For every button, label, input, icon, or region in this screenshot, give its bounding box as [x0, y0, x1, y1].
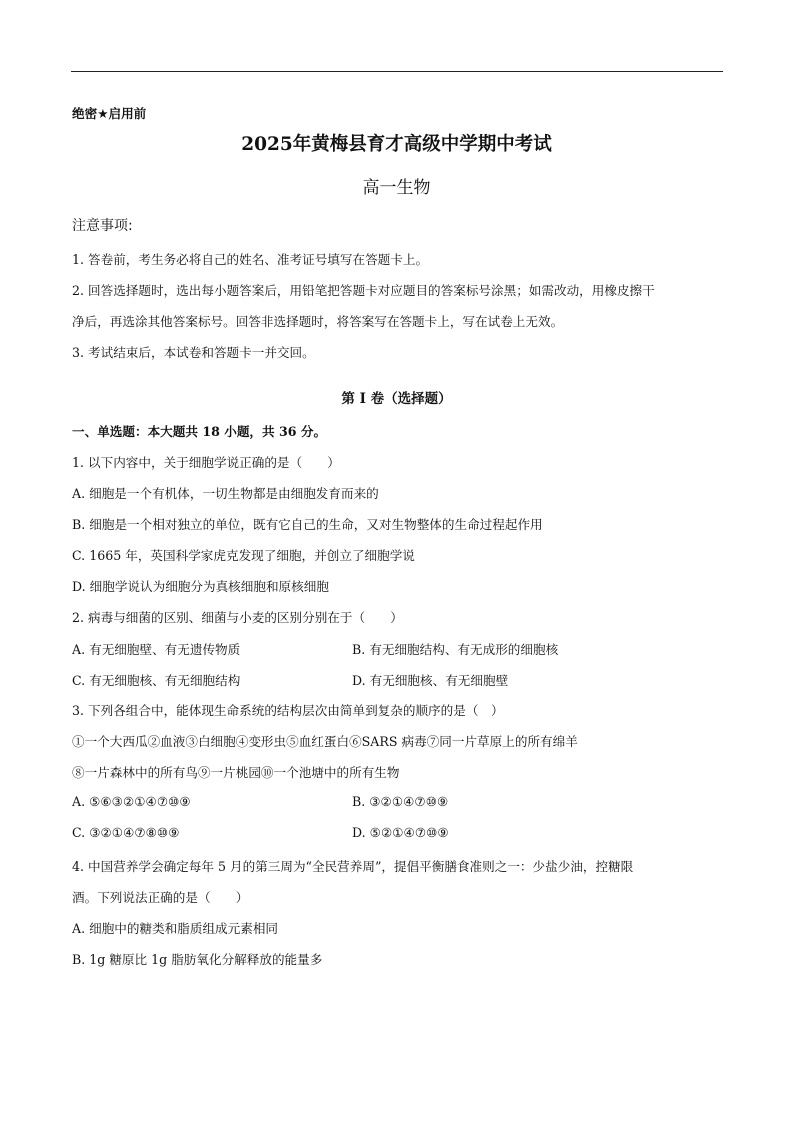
q1-option-c: C. 1665 年，英国科学家虎克发现了细胞，并创立了细胞学说: [72, 548, 415, 563]
notice-item-2-cont: 净后，再选涂其他答案标号。回答非选择题时，将答案写在答题卡上，写在试卷上无效。: [72, 314, 564, 329]
secret-label: 绝密★启用前: [72, 106, 147, 121]
q1-option-a: A. 细胞是一个有机体，一切生物都是由细胞发育而来的: [72, 486, 379, 501]
q3-items-line-2: ⑧一片森林中的所有鸟⑨一片桃园⑩一个池塘中的所有生物: [72, 765, 400, 780]
notice-item-2: 2. 回答选择题时，选出每小题答案后，用铅笔把答题卡对应题目的答案标号涂黑；如需改动，用橡皮擦干: [72, 283, 655, 298]
q3-option-c: C. ③②①④⑦⑧⑩⑨: [72, 825, 180, 840]
header-rule: [71, 71, 723, 72]
notice-heading: 注意事项:: [72, 218, 133, 234]
q4-option-b: B. 1g 糖原比 1g 脂肪氧化分解释放的能量多: [72, 952, 323, 967]
q3-option-b: B. ③②①④⑦⑩⑨: [352, 794, 449, 809]
q2-option-d: D. 有无细胞核、有无细胞壁: [352, 673, 509, 688]
q2-option-c: C. 有无细胞核、有无细胞结构: [72, 673, 241, 688]
q1-option-d: D. 细胞学说认为细胞分为真核细胞和原核细胞: [72, 579, 329, 594]
exam-subject: 高一生物: [362, 178, 431, 198]
exam-title: 2025年黄梅县育才高级中学期中考试: [241, 134, 552, 155]
notice-item-3: 3. 考试结束后，本试卷和答题卡一并交回。: [72, 345, 315, 360]
q1-stem: 1. 以下内容中，关于细胞学说正确的是（ ）: [72, 455, 340, 470]
notice-item-1: 1. 答卷前，考生务必将自己的姓名、准考证号填写在答题卡上。: [72, 252, 429, 267]
q2-option-a: A. 有无细胞壁、有无遗传物质: [72, 642, 241, 657]
q4-stem: 4. 中国营养学会确定每年 5 月的第三周为“全民营养周”，提倡平衡膳食准则之一：少盐少油，控糖限: [72, 859, 634, 874]
q3-items-line-1: ①一个大西瓜②血液③白细胞④变形虫⑤血红蛋白⑥SARS 病毒⑦同一片草原上的所有绵羊: [72, 734, 578, 749]
q4-option-a: A. 细胞中的糖类和脂质组成元素相同: [72, 921, 279, 936]
q3-option-d: D. ⑤②①④⑦⑩⑨: [352, 825, 449, 840]
q2-stem: 2. 病毒与细菌的区别、细菌与小麦的区别分别在于（ ）: [72, 610, 403, 625]
section-title: 第 I 卷（选择题）: [341, 391, 452, 407]
q4-stem-cont: 酒。下列说法正确的是（ ）: [72, 890, 249, 905]
q3-option-a: A. ⑤⑥③②①④⑦⑩⑨: [72, 794, 191, 809]
q3-stem: 3. 下列各组合中，能体现生命系统的结构层次由简单到复杂的顺序的是（ ）: [72, 703, 504, 718]
q1-option-b: B. 细胞是一个相对独立的单位，既有它自己的生命，又对生物整体的生命过程起作用: [72, 517, 543, 532]
q2-option-b: B. 有无细胞结构、有无成形的细胞核: [352, 642, 559, 657]
part-heading: 一、单选题：本大题共 18 小题，共 36 分。: [72, 424, 327, 439]
